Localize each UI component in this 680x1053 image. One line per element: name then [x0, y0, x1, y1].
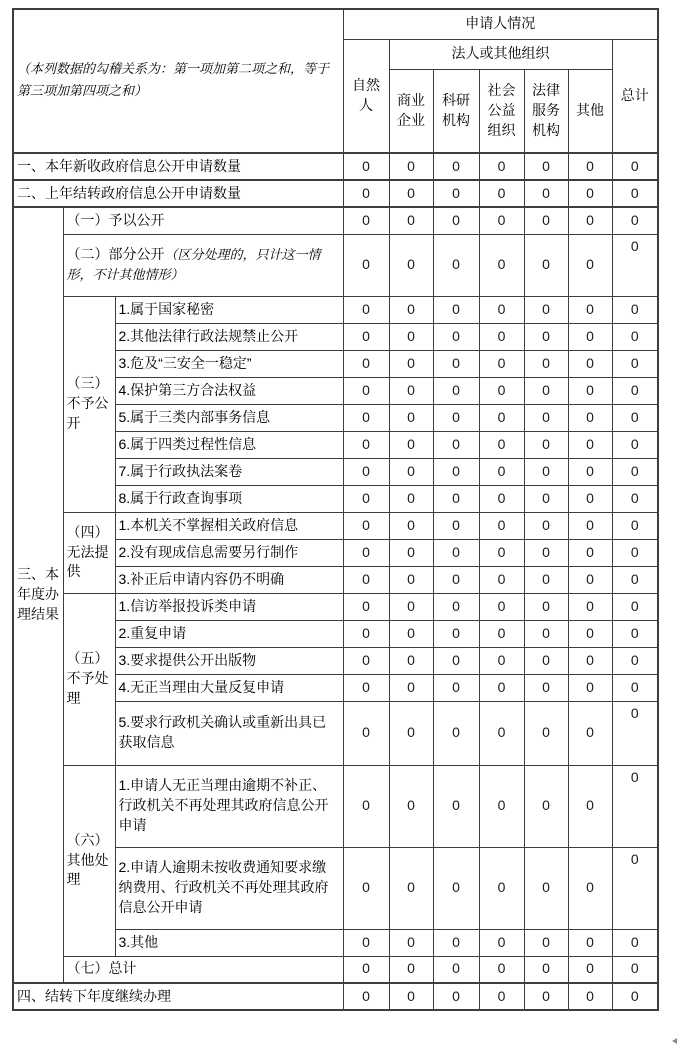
- value-cell: 0: [389, 929, 433, 956]
- value-cell: 0: [343, 234, 389, 296]
- value-cell: 0: [612, 847, 658, 929]
- row-label-text: （一）予以公开: [66, 211, 165, 228]
- value-cell: 0: [433, 404, 479, 431]
- value-cell: 0: [433, 485, 479, 512]
- value-cell: 0: [479, 153, 524, 180]
- value-cell: 0: [433, 377, 479, 404]
- value-cell: 0: [343, 350, 389, 377]
- value-cell: 0: [433, 620, 479, 647]
- value-cell: 0: [479, 647, 524, 674]
- value-cell: 0: [343, 485, 389, 512]
- value-cell: 0: [568, 512, 612, 539]
- header-research-institution: 科研机构: [433, 69, 479, 153]
- row-label: [63, 234, 343, 296]
- value-cell: 0: [389, 539, 433, 566]
- item-label: 3.危及“三安全一稳定”: [115, 350, 343, 377]
- value-cell: 0: [343, 983, 389, 1010]
- group-label: （五）不予处理: [63, 593, 115, 765]
- value-cell: 0: [389, 207, 433, 234]
- value-cell: 0: [433, 647, 479, 674]
- value-cell: 0: [389, 404, 433, 431]
- value-cell: 0: [433, 153, 479, 180]
- value-cell: 0: [389, 674, 433, 701]
- value-cell: 0: [568, 234, 612, 296]
- value-cell: 0: [612, 512, 658, 539]
- reconciliation-note: （本列数据的勾稽关系为：第一项加第二项之和，等于第三项加第四项之和）: [17, 61, 330, 99]
- header-row-1: [13, 9, 658, 39]
- value-cell: 0: [612, 377, 658, 404]
- value-cell: 0: [568, 323, 612, 350]
- table-row: [13, 207, 658, 234]
- value-cell: 0: [612, 350, 658, 377]
- table-row: [13, 234, 658, 296]
- value-cell: 0: [389, 765, 433, 847]
- value-cell: 0: [612, 296, 658, 323]
- value-cell: 0: [524, 180, 568, 207]
- table-row: [13, 956, 658, 983]
- value-cell: 0: [612, 765, 658, 847]
- table-row: [13, 983, 658, 1010]
- value-cell: 0: [568, 956, 612, 983]
- row-label: [63, 956, 343, 983]
- value-cell: 0: [568, 207, 612, 234]
- value-cell: 0: [389, 323, 433, 350]
- value-cell: 0: [343, 153, 389, 180]
- item-label: 2.重复申请: [115, 620, 343, 647]
- value-cell: 0: [524, 701, 568, 765]
- value-cell: 0: [612, 153, 658, 180]
- section-label-annual-results: 三、本年度办理结果: [13, 207, 63, 983]
- value-cell: 0: [612, 956, 658, 983]
- item-label: 6.属于四类过程性信息: [115, 431, 343, 458]
- value-cell: 0: [568, 566, 612, 593]
- item-label: 3.其他: [115, 929, 343, 956]
- value-cell: 0: [612, 593, 658, 620]
- item-label: 5.属于三类内部事务信息: [115, 404, 343, 431]
- value-cell: 0: [568, 485, 612, 512]
- value-cell: 0: [612, 929, 658, 956]
- value-cell: 0: [524, 765, 568, 847]
- value-cell: 0: [524, 593, 568, 620]
- value-cell: 0: [433, 431, 479, 458]
- value-cell: 0: [479, 929, 524, 956]
- value-cell: 0: [524, 674, 568, 701]
- header-legal-org-group: 法人或其他组织: [389, 39, 612, 69]
- value-cell: 0: [389, 701, 433, 765]
- value-cell: 0: [479, 956, 524, 983]
- value-cell: 0: [343, 323, 389, 350]
- value-cell: 0: [433, 956, 479, 983]
- value-cell: 0: [479, 983, 524, 1010]
- value-cell: 0: [568, 847, 612, 929]
- value-cell: 0: [612, 404, 658, 431]
- value-cell: 0: [524, 377, 568, 404]
- value-cell: 0: [479, 234, 524, 296]
- value-cell: 0: [524, 539, 568, 566]
- item-label: 5.要求行政机关确认或重新出具已获取信息: [115, 701, 343, 765]
- value-cell: 0: [568, 620, 612, 647]
- value-cell: 0: [479, 323, 524, 350]
- header-commercial-enterprise: 商业企业: [389, 69, 433, 153]
- value-cell: 0: [343, 929, 389, 956]
- value-cell: 0: [343, 765, 389, 847]
- value-cell: 0: [568, 458, 612, 485]
- group-label: （四）无法提供: [63, 512, 115, 593]
- value-cell: 0: [524, 647, 568, 674]
- value-cell: 0: [433, 674, 479, 701]
- value-cell: 0: [568, 765, 612, 847]
- table-row: [13, 296, 658, 323]
- row-label: [63, 207, 343, 234]
- item-label: 1.属于国家秘密: [115, 296, 343, 323]
- value-cell: 0: [524, 431, 568, 458]
- value-cell: 0: [524, 512, 568, 539]
- value-cell: 0: [433, 847, 479, 929]
- value-cell: 0: [524, 404, 568, 431]
- value-cell: 0: [612, 323, 658, 350]
- item-label: 2.申请人逾期未按收费通知要求缴纳费用、行政机关不再处理其政府信息公开申请: [115, 847, 343, 929]
- group-label: （六）其他处理: [63, 765, 115, 956]
- value-cell: 0: [343, 296, 389, 323]
- value-cell: 0: [479, 485, 524, 512]
- value-cell: 0: [433, 296, 479, 323]
- value-cell: 0: [389, 956, 433, 983]
- value-cell: 0: [433, 512, 479, 539]
- value-cell: 0: [479, 701, 524, 765]
- value-cell: 0: [433, 234, 479, 296]
- item-label: 4.无正当理由大量反复申请: [115, 674, 343, 701]
- value-cell: 0: [479, 620, 524, 647]
- item-label: 7.属于行政执法案卷: [115, 458, 343, 485]
- header-total: 总计: [612, 39, 658, 153]
- value-cell: 0: [389, 566, 433, 593]
- value-cell: 0: [343, 431, 389, 458]
- value-cell: 0: [612, 647, 658, 674]
- value-cell: 0: [479, 566, 524, 593]
- value-cell: 0: [433, 458, 479, 485]
- row-label: 二、上年结转政府信息公开申请数量: [13, 180, 343, 207]
- table-row: [13, 180, 658, 207]
- item-label: 2.没有现成信息需要另行制作: [115, 539, 343, 566]
- value-cell: 0: [343, 180, 389, 207]
- value-cell: 0: [524, 929, 568, 956]
- header-natural-person: 自然人: [343, 39, 389, 153]
- value-cell: 0: [389, 350, 433, 377]
- value-cell: 0: [479, 404, 524, 431]
- value-cell: 0: [568, 431, 612, 458]
- row-label: 一、本年新收政府信息公开申请数量: [13, 153, 343, 180]
- value-cell: 0: [389, 593, 433, 620]
- value-cell: 0: [479, 674, 524, 701]
- value-cell: 0: [389, 431, 433, 458]
- value-cell: 0: [612, 180, 658, 207]
- row-label: 四、结转下年度继续办理: [13, 983, 343, 1010]
- table-row: [13, 765, 658, 847]
- value-cell: 0: [568, 929, 612, 956]
- value-cell: 0: [343, 620, 389, 647]
- reconciliation-note-cell: [13, 9, 343, 153]
- value-cell: 0: [568, 153, 612, 180]
- value-cell: 0: [343, 404, 389, 431]
- value-cell: 0: [389, 847, 433, 929]
- item-label: 1.信访举报投诉类申请: [115, 593, 343, 620]
- value-cell: 0: [433, 593, 479, 620]
- value-cell: 0: [479, 512, 524, 539]
- value-cell: 0: [389, 180, 433, 207]
- value-cell: 0: [479, 458, 524, 485]
- value-cell: 0: [479, 296, 524, 323]
- row-label-text: （二）部分公开: [66, 245, 165, 262]
- value-cell: 0: [479, 350, 524, 377]
- value-cell: 0: [612, 983, 658, 1010]
- value-cell: 0: [433, 566, 479, 593]
- value-cell: 0: [568, 674, 612, 701]
- value-cell: 0: [343, 377, 389, 404]
- value-cell: 0: [343, 566, 389, 593]
- info-disclosure-table: [12, 8, 659, 1011]
- value-cell: 0: [524, 485, 568, 512]
- cursor-mark: [672, 1038, 677, 1044]
- value-cell: 0: [568, 983, 612, 1010]
- value-cell: 0: [568, 404, 612, 431]
- group-label: （三）不予公开: [63, 296, 115, 512]
- value-cell: 0: [568, 701, 612, 765]
- value-cell: 0: [612, 674, 658, 701]
- value-cell: 0: [612, 701, 658, 765]
- header-applicant-title: 申请人情况: [343, 9, 658, 39]
- value-cell: 0: [612, 539, 658, 566]
- value-cell: 0: [389, 377, 433, 404]
- value-cell: 0: [612, 620, 658, 647]
- value-cell: 0: [343, 647, 389, 674]
- value-cell: 0: [568, 180, 612, 207]
- value-cell: 0: [568, 593, 612, 620]
- value-cell: 0: [479, 765, 524, 847]
- value-cell: 0: [479, 431, 524, 458]
- value-cell: 0: [479, 593, 524, 620]
- value-cell: 0: [433, 207, 479, 234]
- value-cell: 0: [389, 620, 433, 647]
- value-cell: 0: [389, 234, 433, 296]
- value-cell: 0: [389, 458, 433, 485]
- value-cell: 0: [524, 350, 568, 377]
- value-cell: 0: [479, 847, 524, 929]
- value-cell: 0: [343, 512, 389, 539]
- value-cell: 0: [479, 539, 524, 566]
- value-cell: 0: [433, 350, 479, 377]
- value-cell: 0: [524, 620, 568, 647]
- value-cell: 0: [612, 431, 658, 458]
- table-row: [13, 593, 658, 620]
- value-cell: 0: [524, 234, 568, 296]
- value-cell: 0: [343, 458, 389, 485]
- item-label: 4.保护第三方合法权益: [115, 377, 343, 404]
- value-cell: 0: [343, 956, 389, 983]
- value-cell: 0: [433, 765, 479, 847]
- row-label-text: （七）总计: [66, 960, 137, 977]
- item-label: 2.其他法律行政法规禁止公开: [115, 323, 343, 350]
- value-cell: 0: [389, 512, 433, 539]
- value-cell: 0: [479, 207, 524, 234]
- value-cell: 0: [524, 847, 568, 929]
- value-cell: 0: [568, 377, 612, 404]
- header-social-welfare-org: 社会公益组织: [479, 69, 524, 153]
- value-cell: 0: [433, 701, 479, 765]
- value-cell: 0: [343, 674, 389, 701]
- value-cell: 0: [343, 207, 389, 234]
- value-cell: 0: [524, 956, 568, 983]
- value-cell: 0: [568, 539, 612, 566]
- value-cell: 0: [433, 983, 479, 1010]
- table-row: [13, 153, 658, 180]
- value-cell: 0: [389, 647, 433, 674]
- value-cell: 0: [433, 180, 479, 207]
- item-label: 1.本机关不掌握相关政府信息: [115, 512, 343, 539]
- value-cell: 0: [524, 296, 568, 323]
- value-cell: 0: [612, 207, 658, 234]
- value-cell: 0: [343, 539, 389, 566]
- item-label: 3.补正后申请内容仍不明确: [115, 566, 343, 593]
- value-cell: 0: [524, 323, 568, 350]
- value-cell: 0: [524, 153, 568, 180]
- value-cell: 0: [568, 296, 612, 323]
- header-other: 其他: [568, 69, 612, 153]
- value-cell: 0: [612, 458, 658, 485]
- value-cell: 0: [433, 323, 479, 350]
- value-cell: 0: [389, 983, 433, 1010]
- item-label: 8.属于行政查询事项: [115, 485, 343, 512]
- value-cell: 0: [479, 180, 524, 207]
- header-legal-service-org: 法律服务机构: [524, 69, 568, 153]
- row-label-note: （区分处理的，只计这一情形，不计其他情形）: [66, 247, 321, 283]
- value-cell: 0: [389, 296, 433, 323]
- value-cell: 0: [568, 647, 612, 674]
- value-cell: 0: [524, 207, 568, 234]
- value-cell: 0: [568, 350, 612, 377]
- value-cell: 0: [479, 377, 524, 404]
- value-cell: 0: [524, 458, 568, 485]
- value-cell: 0: [524, 983, 568, 1010]
- value-cell: 0: [343, 701, 389, 765]
- value-cell: 0: [433, 539, 479, 566]
- value-cell: 0: [389, 153, 433, 180]
- value-cell: 0: [612, 234, 658, 296]
- value-cell: 0: [433, 929, 479, 956]
- value-cell: 0: [343, 593, 389, 620]
- value-cell: 0: [343, 847, 389, 929]
- value-cell: 0: [612, 485, 658, 512]
- value-cell: 0: [612, 566, 658, 593]
- table-row: [13, 512, 658, 539]
- value-cell: 0: [524, 566, 568, 593]
- item-label: 1.申请人无正当理由逾期不补正、行政机关不再处理其政府信息公开申请: [115, 765, 343, 847]
- value-cell: 0: [389, 485, 433, 512]
- item-label: 3.要求提供公开出版物: [115, 647, 343, 674]
